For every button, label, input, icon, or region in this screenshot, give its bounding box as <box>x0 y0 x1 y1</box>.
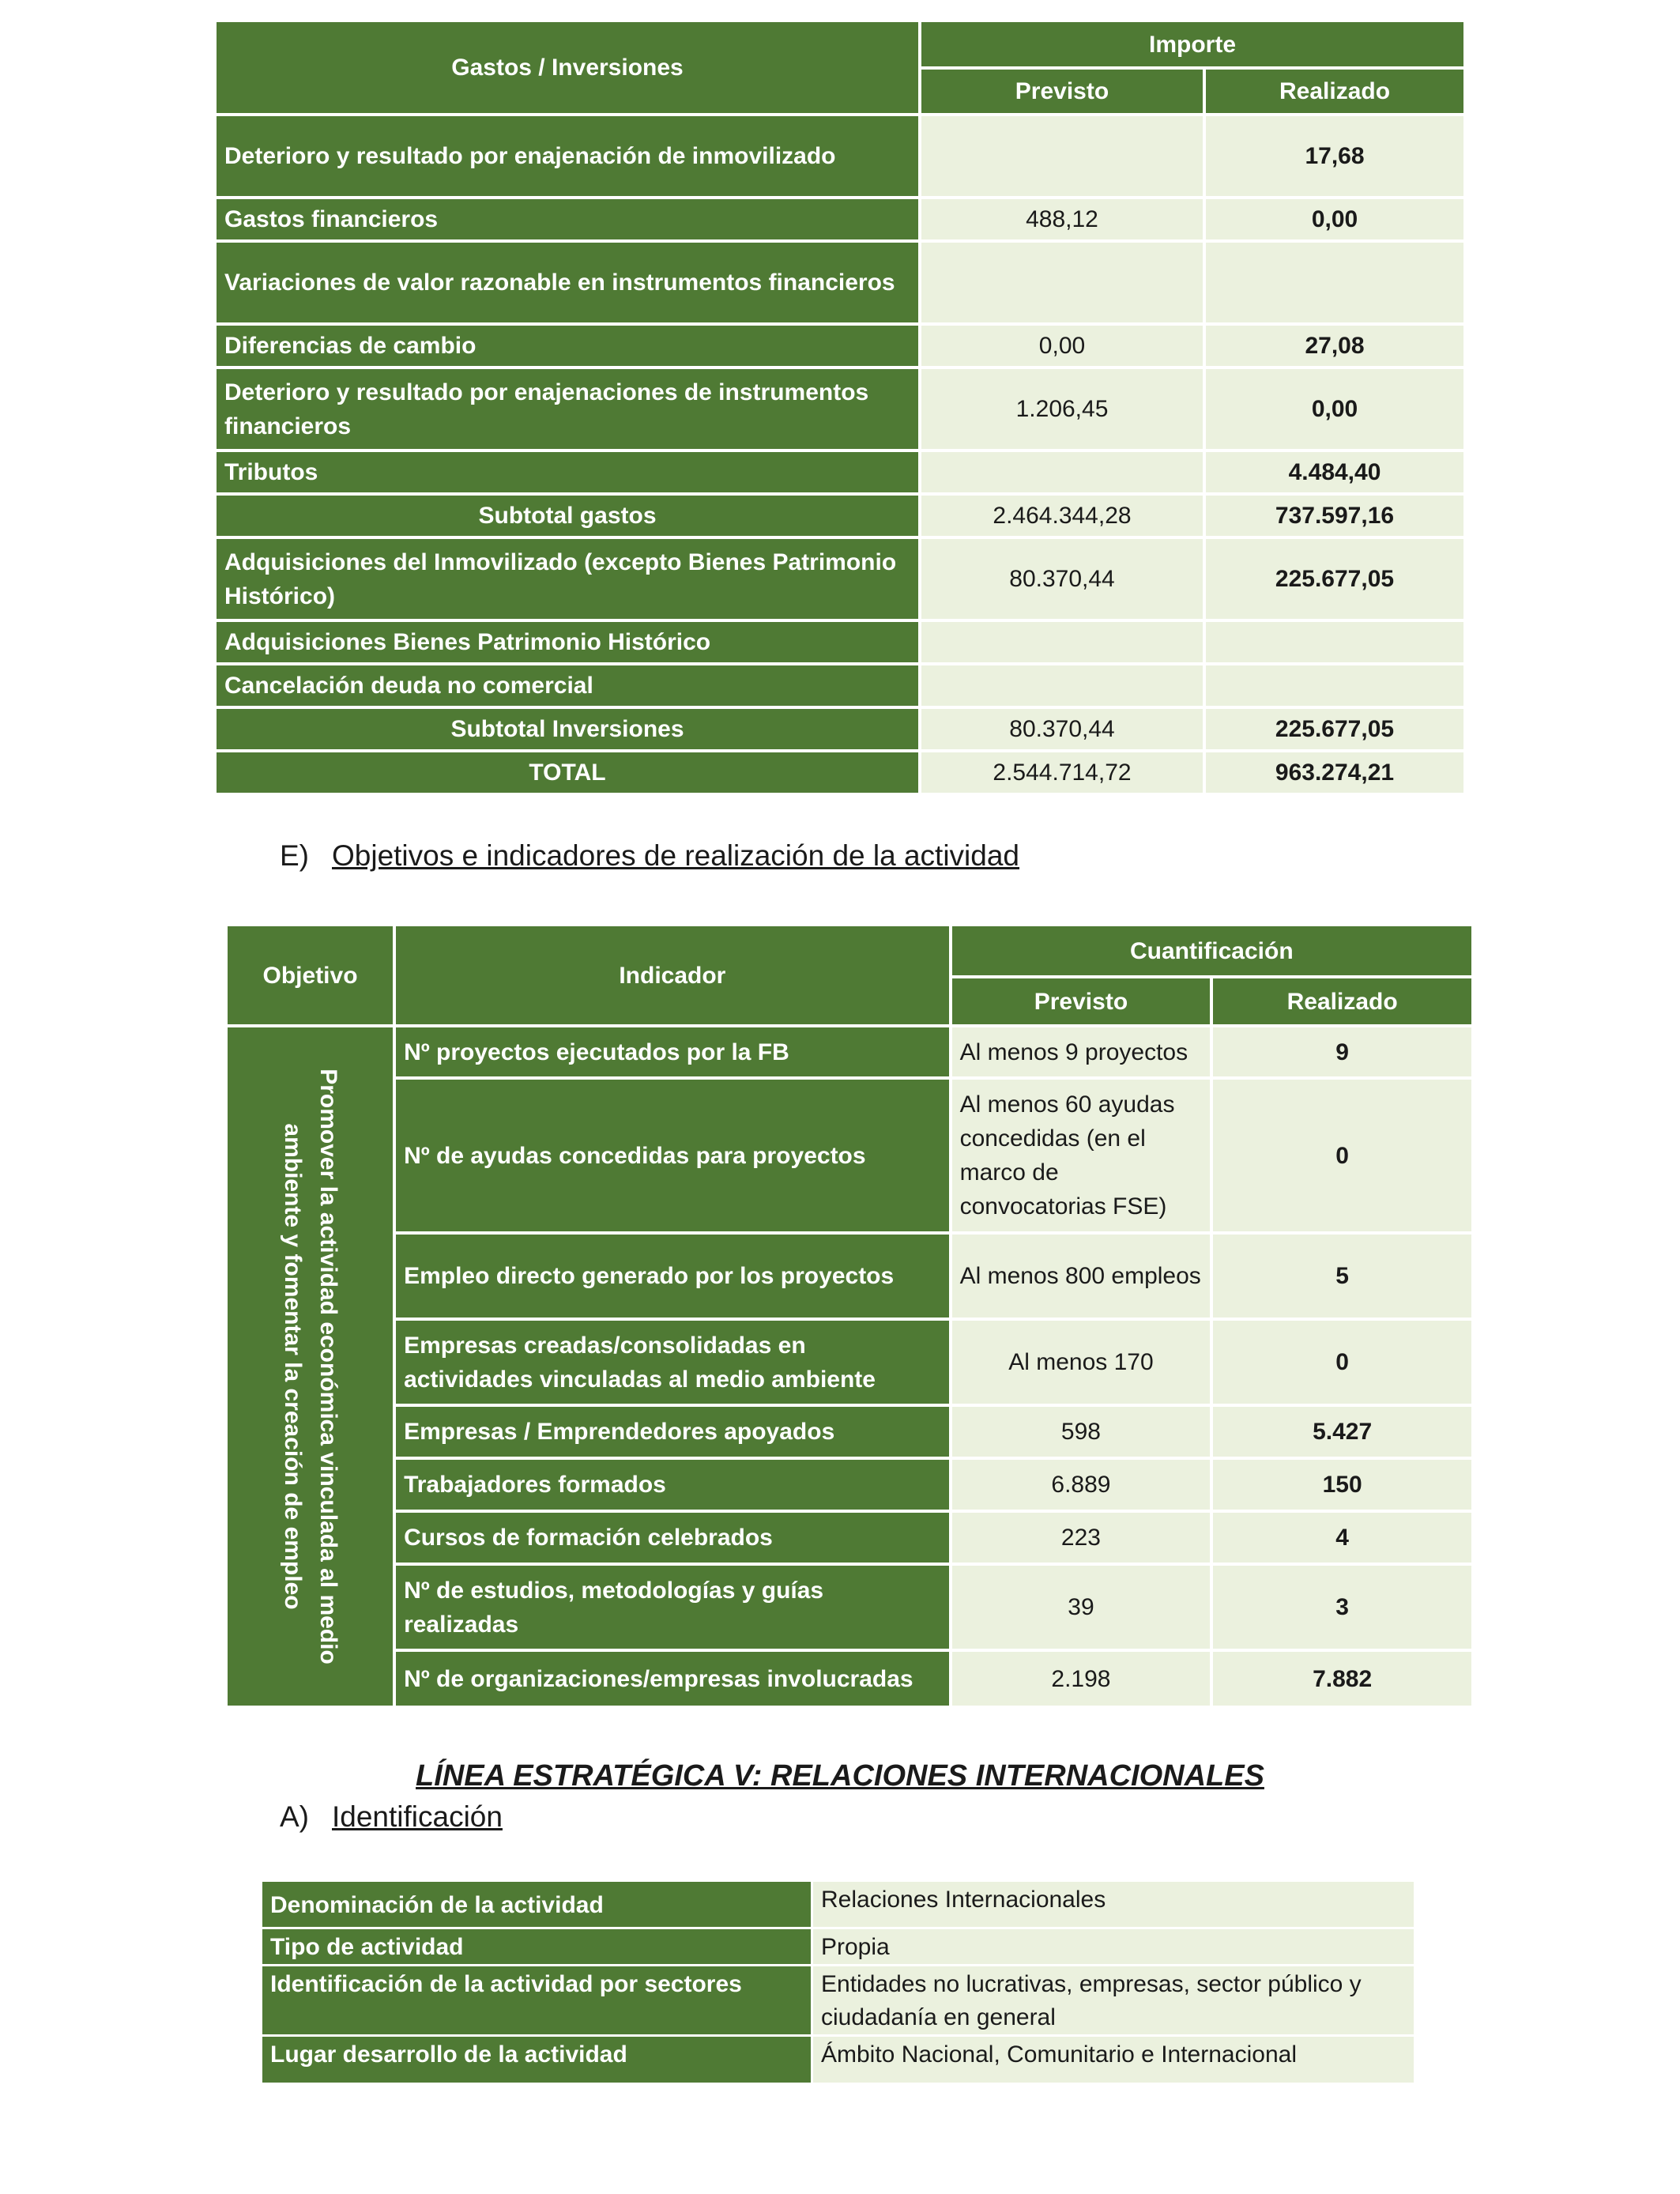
table-row <box>228 1652 1471 1706</box>
table-row <box>262 1882 1414 1927</box>
table-row <box>217 116 1463 196</box>
indicador-label: Cursos de formación celebrados <box>396 1513 949 1563</box>
row-label: Subtotal Inversiones <box>217 709 918 749</box>
objetivos-indicadores-table <box>224 923 1475 1709</box>
total-row <box>217 752 1463 793</box>
ident-value: Relaciones Internacionales <box>813 1882 1414 1927</box>
realizado-value: 225.677,05 <box>1206 539 1463 619</box>
previsto-value: 488,12 <box>921 199 1203 239</box>
row-label: Adquisiciones del Inmovilizado (excepto Bienes Patrimonio Histórico) <box>217 539 918 619</box>
header-previsto: Previsto <box>952 978 1211 1024</box>
realizado-value: 0 <box>1213 1321 1471 1404</box>
table-row <box>228 1321 1471 1404</box>
ident-value: Entidades no lucrativas, empresas, sector público y ciudadanía en general <box>813 1966 1414 2034</box>
ident-value: Ámbito Nacional, Comunitario e Internacional <box>813 2037 1414 2083</box>
realizado-value: 963.274,21 <box>1206 752 1463 793</box>
table-row <box>228 1460 1471 1510</box>
realizado-value: 0 <box>1213 1080 1471 1231</box>
indicador-label: Empresas / Emprendedores apoyados <box>396 1407 949 1457</box>
table-row <box>217 539 1463 619</box>
row-label: Gastos financieros <box>217 199 918 239</box>
row-label: Deterioro y resultado por enajenaciones de instrumentos financieros <box>217 369 918 449</box>
previsto-value: Al menos 170 <box>952 1321 1211 1404</box>
previsto-value: 1.206,45 <box>921 369 1203 449</box>
previsto-value: 6.889 <box>952 1460 1211 1510</box>
header-realizado: Realizado <box>1206 70 1463 113</box>
previsto-value <box>921 622 1203 662</box>
realizado-value <box>1206 622 1463 662</box>
realizado-value <box>1206 665 1463 706</box>
previsto-value <box>921 116 1203 196</box>
previsto-value: 80.370,44 <box>921 709 1203 749</box>
ident-value: Propia <box>813 1929 1414 1964</box>
header-gastos-inversiones: Gastos / Inversiones <box>217 22 918 113</box>
realizado-value: 27,08 <box>1206 326 1463 366</box>
row-label: TOTAL <box>217 752 918 793</box>
table-row <box>228 1235 1471 1318</box>
indicador-label: Empleo directo generado por los proyectos <box>396 1235 949 1318</box>
table-row <box>217 199 1463 239</box>
header-indicador: Indicador <box>396 926 949 1024</box>
realizado-value: 150 <box>1213 1460 1471 1510</box>
table-row <box>217 665 1463 706</box>
table-row <box>228 1566 1471 1649</box>
previsto-value: 0,00 <box>921 326 1203 366</box>
previsto-value: 2.198 <box>952 1652 1211 1706</box>
subtotal-gastos-row <box>217 496 1463 536</box>
realizado-value: 5.427 <box>1213 1407 1471 1457</box>
realizado-value: 7.882 <box>1213 1652 1471 1706</box>
table-row <box>262 1929 1414 1964</box>
row-label: Adquisiciones Bienes Patrimonio Histórico <box>217 622 918 662</box>
indicador-label: Nº proyectos ejecutados por la FB <box>396 1027 949 1076</box>
table-row <box>228 1513 1471 1563</box>
indicador-label: Nº de estudios, metodologías y guías realizadas <box>396 1566 949 1649</box>
row-label: Tributos <box>217 452 918 492</box>
table-row <box>217 622 1463 662</box>
row-label: Diferencias de cambio <box>217 326 918 366</box>
table-header-row <box>217 22 1463 66</box>
realizado-value: 9 <box>1213 1027 1471 1076</box>
realizado-value: 737.597,16 <box>1206 496 1463 536</box>
row-label: Cancelación deuda no comercial <box>217 665 918 706</box>
realizado-value: 3 <box>1213 1566 1471 1649</box>
previsto-value: 223 <box>952 1513 1211 1563</box>
table-row <box>262 2037 1414 2083</box>
header-objetivo: Objetivo <box>228 926 393 1024</box>
previsto-value: 39 <box>952 1566 1211 1649</box>
section-title: Objetivos e indicadores de realización de la actividad <box>332 839 1020 872</box>
table-row <box>217 243 1463 322</box>
realizado-value: 0,00 <box>1206 199 1463 239</box>
table-header-row <box>228 926 1471 975</box>
identificacion-table <box>260 1879 1416 2085</box>
header-cuantificacion: Cuantificación <box>952 926 1471 975</box>
linea-estrategica-heading: LÍNEA ESTRATÉGICA V: RELACIONES INTERNACIONALES <box>416 1759 1264 1793</box>
section-e-heading <box>280 839 1019 873</box>
realizado-value: 4 <box>1213 1513 1471 1563</box>
previsto-value: 598 <box>952 1407 1211 1457</box>
table-row <box>217 326 1463 366</box>
row-label: Subtotal gastos <box>217 496 918 536</box>
previsto-value <box>921 665 1203 706</box>
previsto-value: 2.464.344,28 <box>921 496 1203 536</box>
table-row <box>217 452 1463 492</box>
realizado-value: 5 <box>1213 1235 1471 1318</box>
indicador-label: Nº de ayudas concedidas para proyectos <box>396 1080 949 1231</box>
table-row <box>228 1080 1471 1231</box>
table-row <box>262 1966 1414 2034</box>
row-label: Variaciones de valor razonable en instrumentos financieros <box>217 243 918 322</box>
realizado-value: 17,68 <box>1206 116 1463 196</box>
ident-label: Denominación de la actividad <box>262 1882 811 1927</box>
previsto-value: 2.544.714,72 <box>921 752 1203 793</box>
header-importe: Importe <box>921 22 1463 66</box>
table-row <box>217 369 1463 449</box>
section-title: Identificación <box>332 1800 503 1833</box>
indicador-label: Trabajadores formados <box>396 1460 949 1510</box>
previsto-value: Al menos 9 proyectos <box>952 1027 1211 1076</box>
table-row <box>228 1027 1471 1076</box>
ident-label: Tipo de actividad <box>262 1929 811 1964</box>
previsto-value: 80.370,44 <box>921 539 1203 619</box>
realizado-value: 4.484,40 <box>1206 452 1463 492</box>
row-label: Deterioro y resultado por enajenación de inmovilizado <box>217 116 918 196</box>
section-letter: E) <box>280 839 309 872</box>
previsto-value: Al menos 60 ayudas concedidas (en el marco de convocatorias FSE) <box>952 1080 1211 1231</box>
ident-label: Lugar desarrollo de la actividad <box>262 2037 811 2083</box>
ident-label: Identificación de la actividad por sectores <box>262 1966 811 2034</box>
objective-text: Promover la actividad económica vinculada al medio ambiente y fomentar la creación de empleo <box>279 1069 341 1664</box>
indicador-label: Nº de organizaciones/empresas involucradas <box>396 1652 949 1706</box>
objective-cell <box>228 1027 393 1706</box>
section-a-heading <box>280 1800 503 1834</box>
section-letter: A) <box>280 1800 309 1833</box>
subtotal-inversiones-row <box>217 709 1463 749</box>
table-row <box>228 1407 1471 1457</box>
header-realizado: Realizado <box>1213 978 1471 1024</box>
previsto-value <box>921 452 1203 492</box>
indicador-label: Empresas creadas/consolidadas en actividades vinculadas al medio ambiente <box>396 1321 949 1404</box>
realizado-value: 225.677,05 <box>1206 709 1463 749</box>
realizado-value: 0,00 <box>1206 369 1463 449</box>
gastos-inversiones-table <box>213 19 1467 796</box>
previsto-value <box>921 243 1203 322</box>
realizado-value <box>1206 243 1463 322</box>
header-previsto: Previsto <box>921 70 1203 113</box>
previsto-value: Al menos 800 empleos <box>952 1235 1211 1318</box>
